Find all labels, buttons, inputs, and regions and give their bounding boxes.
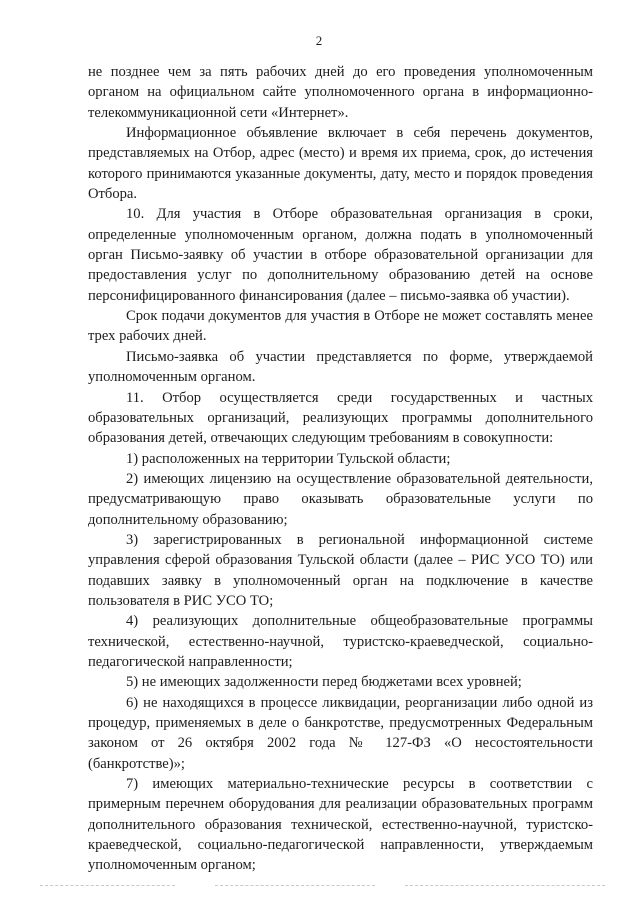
paragraph-submission-term: Срок подачи документов для участия в Отборе не может составлять менее трех рабочих дней. bbox=[88, 308, 593, 345]
list-item-requirement-2: 2) имеющих лицензию на осуществление образовательной деятельности, предусматривающую право оказывать образовательные услуги по дополнительному образованию; bbox=[88, 470, 593, 528]
list-item-requirement-1: 1) расположенных на территории Тульской области; bbox=[126, 450, 451, 467]
footer-scan-line-middle bbox=[215, 885, 375, 886]
list-item-requirement-5: 5) не имеющих задолженности перед бюджетами всех уровней; bbox=[126, 674, 522, 691]
paragraph-clause-10: 10. Для участия в Отборе образовательная организация в сроки, определенные уполномоченным органом, должна подать в уполномоченный орган Письмо-заявку об участии в отборе образовательной организации для предоставления услуг по дополнительному образованию детей на основе персонифицированного финансирования (далее – письмо-заявка об участии). bbox=[88, 206, 593, 304]
page-number: 2 bbox=[315, 33, 323, 48]
document-body bbox=[88, 62, 593, 876]
paragraph-announcement-contents: Информационное объявление включает в себя перечень документов, представляемых на Отбор, адрес (место) и время их приема, срок, до истечения которого принимаются указанные документы, дату, место и порядок проведения Отбора. bbox=[88, 125, 593, 203]
paragraph-letter-form: Письмо-заявка об участии представляется по форме, утверждаемой уполномоченным органом. bbox=[88, 348, 593, 386]
list-item-requirement-4: 4) реализующих дополнительные общеобразовательные программы технической, естественно-научной, туристско-краеведческой, социально-педагогической направленности; bbox=[88, 613, 593, 670]
footer-scan-line-left bbox=[40, 885, 175, 886]
footer-scan-line-right bbox=[405, 885, 605, 886]
list-item-requirement-6: 6) не находящихся в процессе ликвидации, реорганизации либо одной из процедур, применяемых в деле о банкротстве, предусмотренных Федеральным законом от 26 октября 2002 года № 127-ФЗ «О несостоятельности (банкротстве)»; bbox=[88, 694, 593, 772]
list-item-requirement-3: 3) зарегистрированных в региональной информационной системе управления сферой образования Тульской области (далее – РИС УСО ТО) или подавших заявку в уполномоченный орган на подключение в качестве пользователя в РИС УСО ТО; bbox=[88, 531, 593, 609]
list-item-requirement-7: 7) имеющих материально-технические ресурсы в соответствии с примерным перечнем оборудования для реализации образовательных программ дополнительного образования технической, естественно-научной, туристско-краеведческой, социально-педагогической направленности, утверждаемым уполномоченным органом; bbox=[88, 776, 593, 874]
paragraph-announcement-deadline: не позднее чем за пять рабочих дней до его проведения уполномоченным органом на официальном сайте уполномоченного органа в информационно-телекоммуникационной сети «Интернет». bbox=[88, 64, 593, 121]
paragraph-clause-11: 11. Отбор осуществляется среди государственных и частных образовательных организаций, реализующих программы дополнительного образования детей, отвечающих следующим требованиям в совокупности: bbox=[88, 389, 593, 447]
